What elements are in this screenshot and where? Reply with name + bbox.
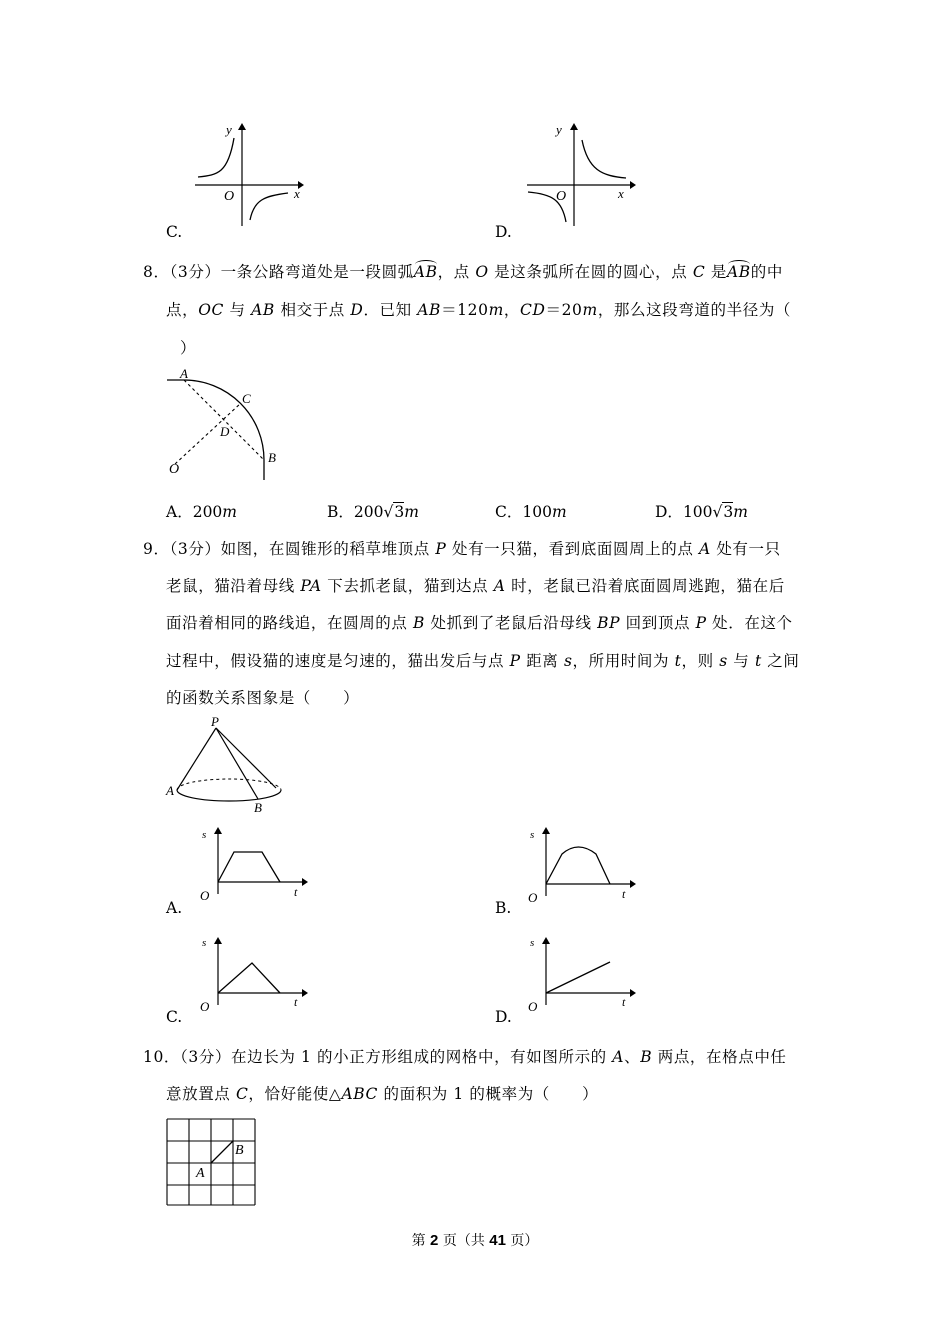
q7-option-c-label: C. — [166, 223, 183, 241]
svg-text:s: s — [202, 937, 207, 949]
question-number: 8． — [143, 263, 170, 281]
q8-line-1: 8．（3分）一条公路弯道处是一段圆弧AB，点 O 是这条弧所在圆的圆心，点 C 是AB的中 — [143, 263, 783, 281]
svg-text:s: s — [202, 829, 207, 841]
svg-text:t: t — [622, 995, 626, 1009]
svg-text:x: x — [618, 186, 624, 201]
q9-line-2: 老鼠，猫沿着母线 PA 下去抓老鼠，猫到达点 A 时，老鼠已沿着底面圆周逃跑，猫在后 — [166, 577, 785, 595]
q10-grid-figure — [166, 1118, 258, 1208]
point-p-label: P — [211, 714, 219, 729]
svg-text:t: t — [294, 885, 298, 899]
arc-ab: AB — [727, 263, 751, 281]
point-b-label: B — [235, 1143, 244, 1158]
point-o-label: O — [169, 462, 180, 477]
point-d-label: D — [220, 424, 230, 439]
question-number: 10． — [143, 1048, 181, 1066]
q9-option-d-label: D. — [495, 1008, 512, 1026]
q8-line-3: ） — [180, 339, 197, 357]
q9-option-c-label: C. — [166, 1008, 183, 1026]
point-a-label: A — [196, 1166, 205, 1181]
svg-text:O: O — [200, 999, 210, 1012]
q8-option-d: D．100√3m — [655, 503, 748, 521]
svg-text:O: O — [528, 999, 538, 1012]
total-pages: 41 — [489, 1232, 506, 1249]
y-axis-label: y — [226, 122, 232, 137]
q7-option-c-graph — [190, 118, 310, 228]
q9-line-4: 过程中，假设猫的速度是匀速的，猫出发后与点 P 距离 s，所用时间为 t，则 s 与 t 之间 — [166, 652, 800, 670]
q8-option-a: A．200m — [166, 503, 237, 521]
q8-option-b: B．200√3m — [327, 503, 419, 521]
page-number: 2 — [430, 1232, 439, 1249]
q9-cone-figure — [162, 714, 292, 816]
q9-option-a-graph — [196, 822, 311, 904]
q10-line-1: 10．（3分）在边长为 1 的小正方形组成的网格中，有如图所示的 A、B 两点，在格点中任 — [143, 1048, 787, 1066]
q9-option-a-label: A. — [166, 899, 183, 917]
origin-label: O — [224, 189, 235, 204]
score: （3分） — [180, 1048, 232, 1066]
score: （3分） — [169, 263, 221, 281]
q9-option-d-graph — [524, 930, 639, 1012]
q9-option-b-label: B. — [495, 899, 512, 917]
svg-text:t: t — [294, 995, 298, 1009]
page-footer: 第 2 页（共 41 页） — [411, 1232, 539, 1249]
point-b-label: B — [254, 800, 262, 815]
point-a-label: A — [166, 783, 174, 798]
q8-figure — [162, 368, 287, 483]
q9-line-1: 9．（3分）如图，在圆锥形的稻草堆顶点 P 处有一只猫，看到底面圆周上的点 A 处有一只 — [143, 540, 781, 558]
question-number: 9． — [143, 540, 170, 558]
arc-ab: AB — [413, 263, 438, 281]
q10-line-2: 意放置点 C，恰好能使△ABC 的面积为 1 的概率为（ ） — [166, 1085, 599, 1103]
svg-text:s: s — [530, 937, 535, 949]
point-a-label: A — [180, 368, 188, 381]
svg-text:O: O — [200, 888, 210, 903]
svg-text:O: O — [528, 890, 538, 904]
q7-option-d-graph — [522, 118, 642, 228]
q9-option-b-graph — [524, 822, 639, 904]
svg-text:O: O — [556, 189, 567, 204]
q9-line-5: 的函数关系图象是（ ） — [166, 689, 360, 707]
q7-option-d-label: D. — [495, 223, 512, 241]
x-axis-label: x — [294, 186, 300, 201]
svg-text:s: s — [530, 829, 535, 841]
svg-text:t: t — [622, 887, 626, 901]
score: （3分） — [169, 540, 221, 558]
q9-line-3: 面沿着相同的路线追，在圆周的点 B 处抓到了老鼠后沿母线 BP 回到顶点 P 处．在这个 — [166, 614, 793, 632]
q8-option-c: C．100m — [495, 503, 567, 521]
point-b-label: B — [268, 450, 276, 465]
svg-text:y: y — [556, 122, 562, 137]
point-c-label: C — [242, 391, 251, 406]
q9-option-c-graph — [196, 930, 311, 1012]
q8-line-2: 点，OC 与 AB 相交于点 D．已知 AB＝120m，CD＝20m，那么这段弯道的半径为（ — [166, 301, 792, 319]
